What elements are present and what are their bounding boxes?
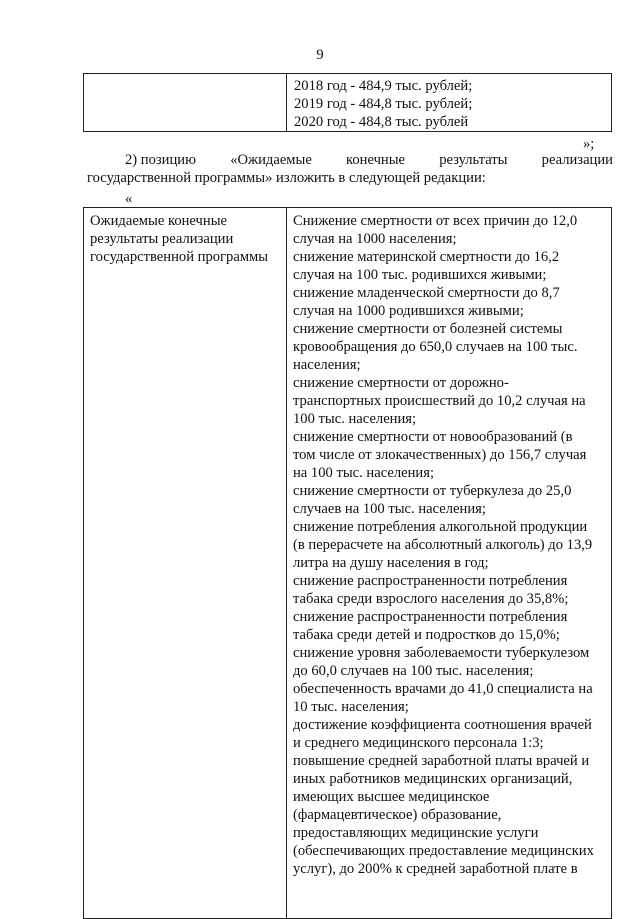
paragraph-line-1 bbox=[87, 151, 613, 169]
result-line: снижение распространенности потребления bbox=[293, 609, 568, 625]
result-line: снижение смертности от болезней системы bbox=[293, 321, 563, 337]
result-line: обеспеченность врачами до 41,0 специалиста на bbox=[293, 681, 593, 697]
result-line: (в перерасчете на абсолютный алкоголь) до 13,9 bbox=[293, 537, 593, 553]
result-line: случая на 1000 родившихся живыми; bbox=[293, 303, 524, 319]
expected-results-label bbox=[90, 212, 268, 266]
result-line: Снижение смертности от всех причин до 12,0 bbox=[293, 213, 578, 229]
funding-table-right-cell bbox=[294, 77, 472, 131]
paragraph-word: результаты bbox=[439, 152, 508, 168]
result-line: табака среди взрослого населения до 35,8%; bbox=[293, 591, 569, 607]
result-line: повышение средней заработной платы врачей и bbox=[293, 753, 590, 769]
result-line: 10 тыс. населения; bbox=[293, 699, 409, 715]
result-line: снижение смертности от дорожно- bbox=[293, 375, 509, 391]
expected-results-content bbox=[293, 212, 594, 878]
paragraph-word: «Ожидаемые bbox=[230, 152, 312, 168]
result-line: транспортных происшествий до 10,2 случая на bbox=[293, 393, 586, 409]
result-line: и среднего медицинского персонала 1:3; bbox=[293, 735, 544, 751]
paragraph-word: 2) позицию bbox=[125, 152, 197, 168]
funding-line: 2020 год - 484,8 тыс. рублей bbox=[294, 114, 469, 130]
result-line: на 100 тыс. населения; bbox=[293, 465, 434, 481]
result-line: снижение распространенности потребления bbox=[293, 573, 568, 589]
result-line: 100 тыс. населения; bbox=[293, 411, 417, 427]
funding-line: 2018 год - 484,9 тыс. рублей; bbox=[294, 78, 473, 94]
result-line: случаев на 100 тыс. населения; bbox=[293, 501, 486, 517]
result-line: снижение младенческой смертности до 8,7 bbox=[293, 285, 560, 301]
result-line: литра на душу населения в год; bbox=[293, 555, 489, 571]
page-number: 9 bbox=[316, 47, 324, 63]
funding-table bbox=[83, 73, 612, 132]
expected-results-table bbox=[83, 207, 612, 919]
result-line: снижение материнской смертности до 16,2 bbox=[293, 249, 560, 265]
result-line: имеющих высшее медицинское bbox=[293, 789, 490, 805]
result-line: снижение уровня заболеваемости туберкулезом bbox=[293, 645, 590, 661]
result-line: достижение коэффициента соотношения врачей bbox=[293, 717, 592, 733]
label-line: Ожидаемые конечные bbox=[90, 213, 227, 229]
result-line: снижение смертности от новообразований (в bbox=[293, 429, 573, 445]
funding-line: 2019 год - 484,8 тыс. рублей; bbox=[294, 96, 473, 112]
result-line: (обеспечивающих предоставление медицинских bbox=[293, 843, 594, 859]
paragraph-word: реализации bbox=[541, 152, 613, 168]
result-line: снижение смертности от туберкулеза до 25,0 bbox=[293, 483, 572, 499]
paragraph-word: конечные bbox=[346, 152, 406, 168]
opening-quote-mark: « bbox=[125, 191, 133, 207]
result-line: том числе от злокачественных) до 156,7 случая bbox=[293, 447, 587, 463]
result-line: иных работников медицинских организаций, bbox=[293, 771, 573, 787]
result-line: табака среди детей и подростков до 15,0%; bbox=[293, 627, 560, 643]
result-line: предоставляющих медицинские услуги bbox=[293, 825, 539, 841]
result-line: снижение потребления алкогольной продукции bbox=[293, 519, 588, 535]
result-line: населения; bbox=[293, 357, 361, 373]
closing-quote-mark: »; bbox=[583, 136, 595, 152]
label-line: государственной программы bbox=[90, 249, 269, 265]
result-line: (фармацевтическое) образование, bbox=[293, 807, 502, 823]
funding-table-left-cell bbox=[84, 74, 287, 131]
result-line: случая на 100 тыс. родившихся живыми; bbox=[293, 267, 547, 283]
result-line: кровообращения до 650,0 случаев на 100 тыс. bbox=[293, 339, 578, 355]
result-line: услуг), до 200% к средней заработной плате в bbox=[293, 861, 578, 877]
expected-results-label-cell bbox=[84, 208, 287, 918]
amendment-paragraph bbox=[87, 151, 613, 187]
result-line: до 60,0 случаев на 100 тыс. населения; bbox=[293, 663, 534, 679]
label-line: результаты реализации bbox=[90, 231, 234, 247]
result-line: случая на 1000 населения; bbox=[293, 231, 457, 247]
paragraph-line-2: государственной программы» изложить в следующей редакции: bbox=[87, 170, 486, 186]
